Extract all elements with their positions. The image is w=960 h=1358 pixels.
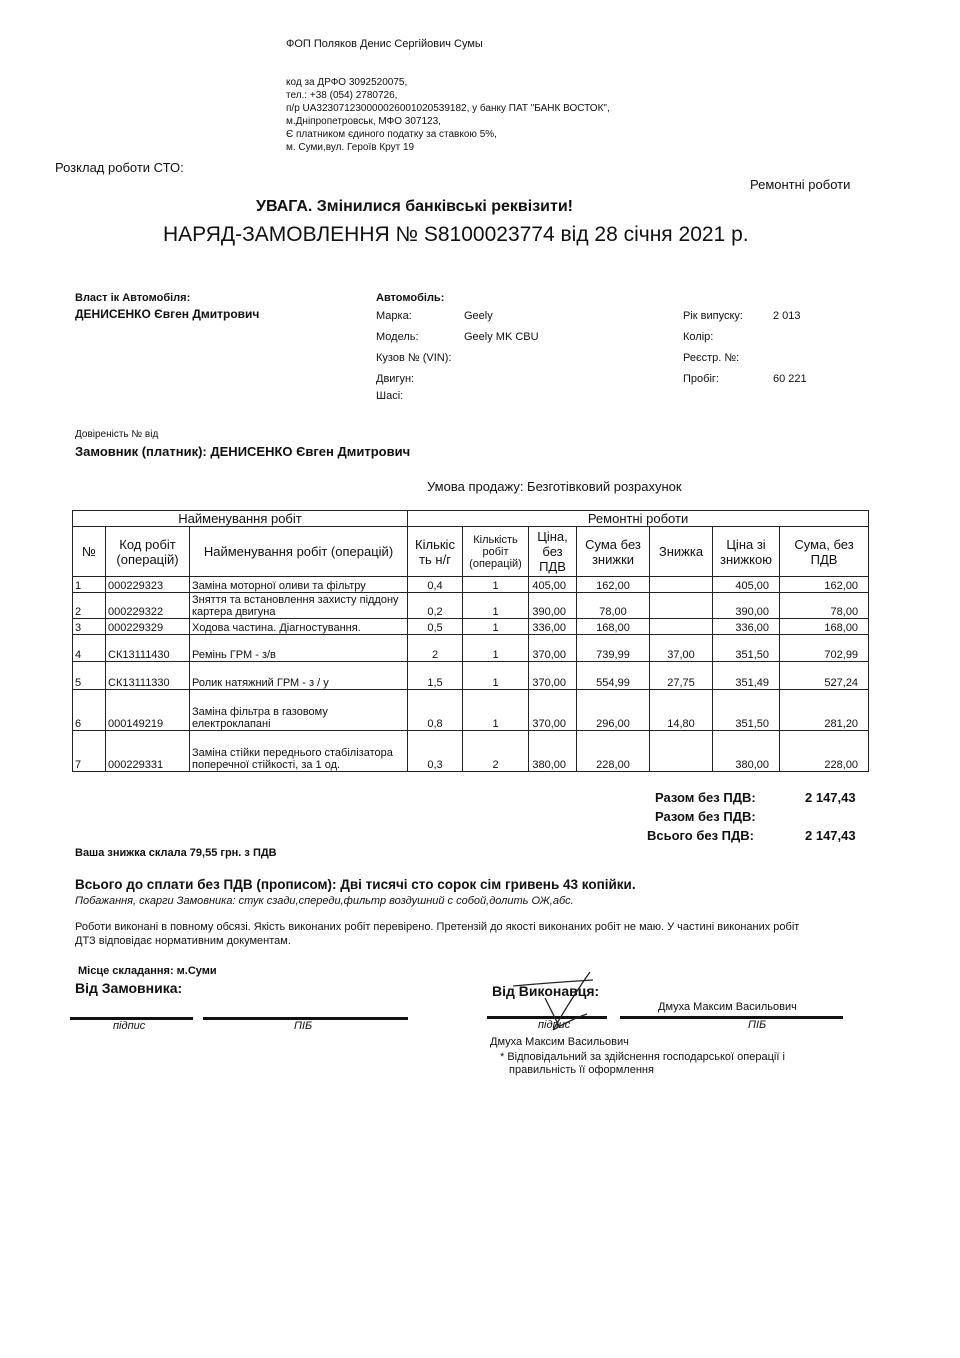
row-ops: 1 bbox=[463, 593, 529, 619]
row-qty: 2 bbox=[408, 635, 463, 662]
col-qty: Кількіс ть н/г bbox=[408, 527, 463, 577]
row-ops: 1 bbox=[463, 577, 529, 593]
executor-pib-caption: ПІБ bbox=[748, 1019, 767, 1031]
mileage-label: Пробіг: bbox=[683, 373, 719, 385]
col-price-discounted: Ціна зі знижкою bbox=[713, 527, 780, 577]
table-row bbox=[73, 619, 869, 635]
executor-name: Дмуха Максим Васильович bbox=[658, 1001, 797, 1013]
detail-line: Є платником єдиного податку за ставкою 5%, bbox=[286, 129, 497, 140]
col-discount: Знижка bbox=[650, 527, 713, 577]
from-executor-label: Від Виконавця: bbox=[492, 983, 600, 999]
row-qty: 1,5 bbox=[408, 662, 463, 690]
col-total: Сума, без ПДВ bbox=[780, 527, 869, 577]
row-discount: 37,00 bbox=[650, 635, 713, 662]
col-price: Ціна, без ПДВ bbox=[529, 527, 577, 577]
row-price-discounted: 351,50 bbox=[713, 690, 780, 731]
row-price: 405,00 bbox=[529, 577, 577, 593]
executor-pib-line bbox=[620, 1016, 843, 1019]
row-discount bbox=[650, 619, 713, 635]
row-price-discounted: 336,00 bbox=[713, 619, 780, 635]
proxy-label: Довіреність № від bbox=[75, 429, 159, 440]
row-discount bbox=[650, 731, 713, 772]
row-total: 527,24 bbox=[780, 662, 869, 690]
table-row bbox=[73, 662, 869, 690]
detail-line: тел.: +38 (054) 2780726, bbox=[286, 90, 398, 101]
row-price: 380,00 bbox=[529, 731, 577, 772]
customer-pib-caption: ПІБ bbox=[294, 1020, 313, 1032]
year-value: 2 013 bbox=[773, 310, 801, 322]
row-qty: 0,4 bbox=[408, 577, 463, 593]
row-num: 3 bbox=[73, 619, 106, 635]
year-label: Рік випуску: bbox=[683, 310, 743, 322]
place-label: Місце складання: м.Суми bbox=[78, 965, 217, 977]
executor-name-below: Дмуха Максим Васильович bbox=[490, 1036, 629, 1048]
row-price-discounted: 351,50 bbox=[713, 635, 780, 662]
row-qty: 0,3 bbox=[408, 731, 463, 772]
row-sum: 296,00 bbox=[577, 690, 650, 731]
model-value: Geely MK CBU bbox=[464, 331, 539, 343]
table-row bbox=[73, 593, 869, 619]
row-discount bbox=[650, 577, 713, 593]
row-name: Ролик натяжний ГРМ - з / у bbox=[190, 662, 408, 690]
company-name: ФОП Поляков Денис Сергійович Сумы bbox=[286, 38, 483, 50]
owner-name: ДЕНИСЕНКО Євген Дмитрович bbox=[75, 307, 260, 321]
col-ops: Кількість робіт (операцій) bbox=[463, 527, 529, 577]
customer-line: Замовник (платник): ДЕНИСЕНКО Євген Дмитрович bbox=[75, 444, 411, 459]
row-name: Ремінь ГРМ - з/в bbox=[190, 635, 408, 662]
row-qty: 0,8 bbox=[408, 690, 463, 731]
row-code: 000229322 bbox=[106, 593, 190, 619]
row-discount: 14,80 bbox=[650, 690, 713, 731]
col-name: Найменування робіт (операцій) bbox=[190, 527, 408, 577]
row-ops: 2 bbox=[463, 731, 529, 772]
bank-warning: УВАГА. Змінилися банківські реквізити! bbox=[256, 198, 573, 215]
row-code: СК13111330 bbox=[106, 662, 190, 690]
works-table bbox=[72, 510, 869, 772]
row-sum: 228,00 bbox=[577, 731, 650, 772]
row-num: 6 bbox=[73, 690, 106, 731]
group-header-works: Найменування робіт bbox=[73, 511, 408, 527]
row-num: 2 bbox=[73, 593, 106, 619]
statement-line: Роботи виконані в повному обсязі. Якість виконаних робіт перевірено. Претензій до якості виконаних робіт не маю. У частині виконаних робіт bbox=[75, 921, 800, 933]
customer-wishes: Побажання, скарги Замовника: стук сзади,спереди,фильтр воздушний с собой,долить ОЖ,абс. bbox=[75, 895, 574, 907]
col-code: Код робіт (операцій) bbox=[106, 527, 190, 577]
row-code: 000229331 bbox=[106, 731, 190, 772]
row-price: 336,00 bbox=[529, 619, 577, 635]
make-label: Марка: bbox=[376, 310, 412, 322]
row-price: 370,00 bbox=[529, 690, 577, 731]
chassis-label: Шасі: bbox=[376, 390, 404, 402]
row-qty: 0,2 bbox=[408, 593, 463, 619]
schedule-label: Розклад роботи СТО: bbox=[55, 160, 184, 175]
row-num: 4 bbox=[73, 635, 106, 662]
total-label: Разом без ПДВ: bbox=[655, 809, 756, 824]
row-price-discounted: 405,00 bbox=[713, 577, 780, 593]
responsible-note: * Відповідальний за здійснення господарської операції і bbox=[500, 1051, 785, 1063]
executor-sign-caption: підпис bbox=[538, 1019, 571, 1031]
row-price: 370,00 bbox=[529, 635, 577, 662]
grand-total-value: 2 147,43 bbox=[805, 828, 856, 843]
row-qty: 0,5 bbox=[408, 619, 463, 635]
repair-label: Ремонтні роботи bbox=[750, 177, 851, 192]
row-sum: 168,00 bbox=[577, 619, 650, 635]
row-total: 228,00 bbox=[780, 731, 869, 772]
row-ops: 1 bbox=[463, 662, 529, 690]
row-num: 1 bbox=[73, 577, 106, 593]
row-sum: 739,99 bbox=[577, 635, 650, 662]
row-price: 370,00 bbox=[529, 662, 577, 690]
table-row bbox=[73, 731, 869, 772]
sale-terms: Умова продажу: Безготівковий розрахунок bbox=[427, 479, 682, 494]
row-discount: 27,75 bbox=[650, 662, 713, 690]
row-discount bbox=[650, 593, 713, 619]
row-ops: 1 bbox=[463, 690, 529, 731]
row-num: 7 bbox=[73, 731, 106, 772]
table-row bbox=[73, 690, 869, 731]
owner-label: Власт ік Автомобіля: bbox=[75, 292, 191, 304]
color-label: Колір: bbox=[683, 331, 714, 343]
amount-in-words: Всього до сплати без ПДВ (прописом): Дві тисячі сто сорок сім гривень 43 копійки. bbox=[75, 877, 636, 892]
row-sum: 554,99 bbox=[577, 662, 650, 690]
model-label: Модель: bbox=[376, 331, 419, 343]
row-code: 000229329 bbox=[106, 619, 190, 635]
row-code: 000149219 bbox=[106, 690, 190, 731]
make-value: Geely bbox=[464, 310, 493, 322]
row-total: 168,00 bbox=[780, 619, 869, 635]
col-num: № bbox=[73, 527, 106, 577]
row-sum: 78,00 bbox=[577, 593, 650, 619]
detail-line: код за ДРФО 3092520075, bbox=[286, 77, 408, 88]
responsible-note: правильність її оформлення bbox=[509, 1064, 654, 1076]
row-price: 390,00 bbox=[529, 593, 577, 619]
total-label: Разом без ПДВ: bbox=[655, 790, 756, 805]
detail-line: м.Дніпропетровськ, МФО 307123, bbox=[286, 116, 441, 127]
row-num: 5 bbox=[73, 662, 106, 690]
row-name: Заміна фільтра в газовому електроклапані bbox=[190, 690, 408, 731]
discount-note: Ваша знижка склала 79,55 грн. з ПДВ bbox=[75, 847, 277, 859]
total-value: 2 147,43 bbox=[805, 790, 856, 805]
grand-total-label: Всього без ПДВ: bbox=[647, 828, 755, 843]
row-total: 702,99 bbox=[780, 635, 869, 662]
customer-sign-caption: підпис bbox=[113, 1020, 146, 1032]
group-header-repair: Ремонтні роботи bbox=[408, 511, 869, 527]
from-customer-label: Від Замовника: bbox=[75, 980, 183, 996]
handwritten-signature bbox=[505, 968, 615, 1038]
reg-label: Реєстр. №: bbox=[683, 352, 740, 364]
row-code: СК13111430 bbox=[106, 635, 190, 662]
col-sum: Сума без знижки bbox=[577, 527, 650, 577]
row-price-discounted: 390,00 bbox=[713, 593, 780, 619]
statement-line: ДТЗ відповідає нормативним документам. bbox=[75, 935, 291, 947]
row-price-discounted: 380,00 bbox=[713, 731, 780, 772]
company-details bbox=[286, 76, 610, 154]
detail-line: м. Суми,вул. Героїв Крут 19 bbox=[286, 142, 415, 153]
page-title: НАРЯД-ЗАМОВЛЕННЯ № S8100023774 від 28 січня 2021 р. bbox=[163, 223, 749, 246]
detail-line: п/р UA323071230000026001020539182, у банку ПАТ "БАНК ВОСТОК", bbox=[286, 103, 610, 114]
table-row bbox=[73, 577, 869, 593]
row-name: Зняття та встановлення захисту піддону картера двигуна bbox=[190, 593, 408, 619]
row-total: 162,00 bbox=[780, 577, 869, 593]
row-name: Заміна стійки переднього стабілізатора поперечної стійкості, за 1 од. bbox=[190, 731, 408, 772]
row-total: 78,00 bbox=[780, 593, 869, 619]
row-ops: 1 bbox=[463, 619, 529, 635]
row-sum: 162,00 bbox=[577, 577, 650, 593]
car-label: Автомобіль: bbox=[376, 292, 445, 304]
row-name: Ходова частина. Діагностування. bbox=[190, 619, 408, 635]
row-total: 281,20 bbox=[780, 690, 869, 731]
row-name: Заміна моторної оливи та фільтру bbox=[190, 577, 408, 593]
mileage-value: 60 221 bbox=[773, 373, 807, 385]
row-ops: 1 bbox=[463, 635, 529, 662]
row-code: 000229323 bbox=[106, 577, 190, 593]
table-row bbox=[73, 635, 869, 662]
engine-label: Двигун: bbox=[376, 373, 415, 385]
vin-label: Кузов № (VIN): bbox=[376, 352, 452, 364]
row-price-discounted: 351,49 bbox=[713, 662, 780, 690]
